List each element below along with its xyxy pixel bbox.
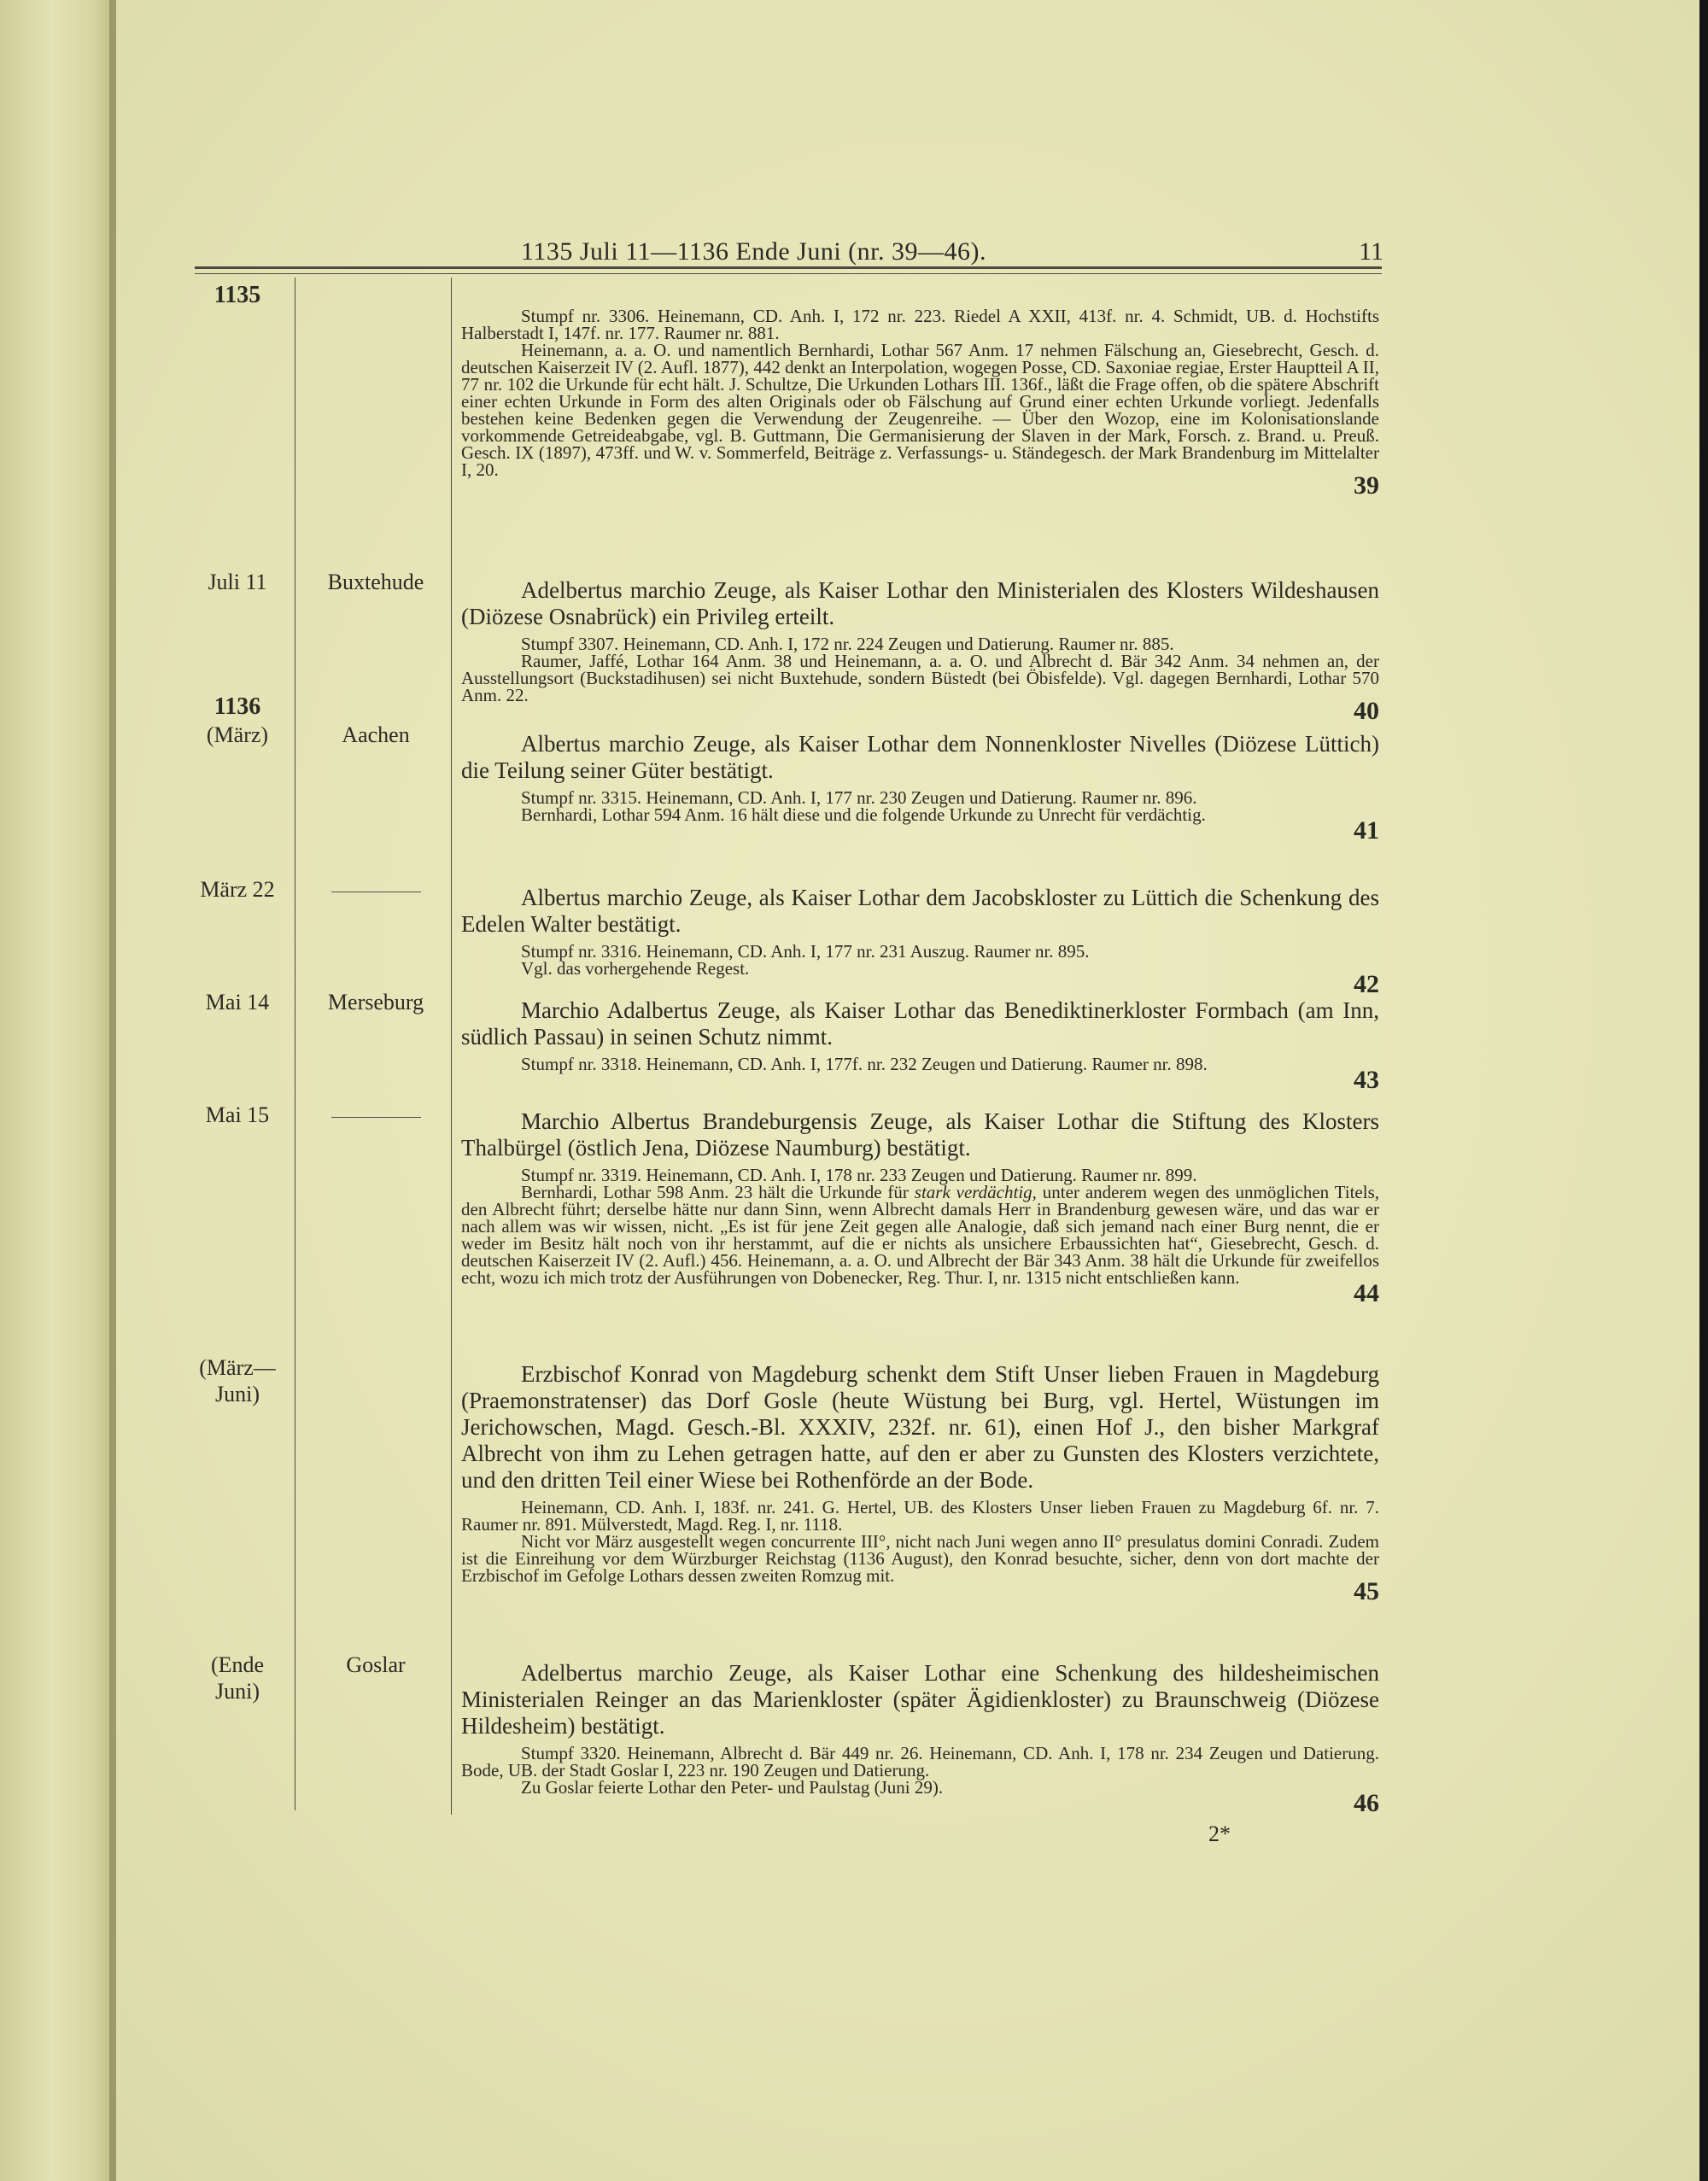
entry-42 (461, 885, 1379, 997)
date-44-a: (März— (199, 1355, 276, 1380)
entry-42-note-1: Stumpf nr. 3316. Heinemann, CD. Anh. I, 177 nr. 231 Auszug. Raumer nr. 895. (521, 941, 1090, 962)
entry-44-note-2-a: Bernhardi, Lothar 598 Anm. 23 hält die Urkunde für (521, 1182, 915, 1202)
entry-43-number: 43 (1354, 1066, 1379, 1094)
entry-41-regest: Albertus marchio Zeuge, als Kaiser Lothar dem Nonnenkloster Nivelles (Diözese Lüttich) die Teilung seiner Güter bestätigt. (461, 731, 1379, 783)
page-number: 11 (1359, 237, 1383, 266)
place-43-dash (299, 1102, 453, 1129)
entry-44-note-2-italic: stark verdächtig (914, 1182, 1032, 1202)
entry-43-regest: Marchio Adalbertus Zeuge, als Kaiser Lothar das Benediktinerkloster Formbach (am Inn, südlich Passau) in seinen Schutz nimmt. (461, 997, 1379, 1050)
date-41: März 22 (200, 877, 275, 902)
year-1136: 1136 (214, 693, 261, 720)
header-rule (195, 266, 1382, 269)
date-42: Mai 14 (205, 990, 270, 1014)
entry-45-note-1: Heinemann, CD. Anh. I, 183f. nr. 241. G. Hertel, UB. des Klosters Unser lieben Frauen zu Magdeburg 6f. nr. 7. Raumer nr. 891. Mülverstedt, Magd. Reg. I, nr. 1118. (461, 1497, 1379, 1535)
entry-46-note-1: Stumpf 3320. Heinemann, Albrecht d. Bär 449 nr. 26. Heinemann, CD. Anh. I, 178 nr. 234 Zeugen und Datierung. Bode, UB. der Stadt Goslar I, 223 nr. 190 Zeugen und Datierung. (461, 1743, 1379, 1780)
entry-44 (461, 1108, 1379, 1307)
entry-44-number: 44 (1354, 1279, 1379, 1307)
date-45-a: (Ende (210, 1652, 265, 1677)
entry-46-note-2: Zu Goslar feierte Lothar den Peter- und Paulstag (Juni 29). (521, 1777, 944, 1798)
entry-40-number: 40 (1354, 697, 1379, 725)
entry-41-note-2: Bernhardi, Lothar 594 Anm. 16 hält diese und die folgende Urkunde zu Unrecht für verdächtig. (521, 804, 1206, 825)
entry-39-note-1: Stumpf nr. 3306. Heinemann, CD. Anh. I, 172 nr. 223. Riedel A XXII, 413f. nr. 4. Schmidt, UB. d. Hochstifts Halberstadt I, 147f. nr. 177. Raumer nr. 881. (461, 306, 1379, 343)
running-head: 1135 Juli 11—1136 Ende Juni (nr. 39—46). (521, 237, 986, 266)
entry-45-number: 45 (1354, 1577, 1379, 1605)
entry-45 (461, 1361, 1379, 1605)
entry-42-number: 42 (1354, 970, 1379, 998)
entry-46-number: 46 (1354, 1789, 1379, 1817)
entry-46 (461, 1660, 1379, 1816)
entry-44-note-2-c: , unter anderem wegen des unmöglichen Titels, den Albrecht führt; derselbe hätte nur dann Sinn, wenn Albrecht damals Herr in Brandenburg gewesen wäre, und das war er nach allem was wir wissen, nicht. „Es ist für jene Zeit gegen alle Analogie, daß sich jemand nach einer Burg nennt, die er weder im Besitz hält noch von ihr herstammt, auf die er nichts als unsichere Erbaussichten hat“, Giesebrecht, Gesch. d. deutschen Kaiserzeit IV (2. Aufl.) 456. Heinemann, a. a. O. und Albrecht der Bär 343 Anm. 38 hält die Urkunde für zweifellos echt, wozu ich mich trotz der Ausführungen von Dobenecker, Reg. Thur. I, nr. 1315 nicht entschließen kann. (461, 1182, 1380, 1288)
entry-44-note-1: Stumpf nr. 3319. Heinemann, CD. Anh. I, 178 nr. 233 Zeugen und Datierung. Raumer nr. 899. (521, 1165, 1197, 1185)
place-41-dash (299, 876, 453, 903)
entry-41-note-1: Stumpf nr. 3315. Heinemann, CD. Anh. I, 177 nr. 230 Zeugen und Datierung. Raumer nr. 896. (521, 787, 1197, 808)
entry-42-regest: Albertus marchio Zeuge, als Kaiser Lothar dem Jacobskloster zu Lüttich die Schenkung des Edelen Walter bestätigt. (461, 885, 1379, 937)
binding-fold (0, 0, 115, 2181)
entry-43-note-1: Stumpf nr. 3318. Heinemann, CD. Anh. I, 177f. nr. 232 Zeugen und Datierung. Raumer nr. 898. (521, 1054, 1208, 1074)
date-45-b: Juni) (215, 1679, 260, 1704)
entry-45-regest: Erzbischof Konrad von Magdeburg schenkt dem Stift Unser lieben Frauen in Magdeburg (Praemonstratenser) das Dorf Gosle (heute Wüstung bei Burg, vgl. Hertel, Wüstungen im Jerichowschen, Magd. Gesch.-Bl. XXXIV, 232f. nr. 61), einen Hof J., den bisher Markgraf Albrecht von ihm zu Lehen getragen hatte, auf den er aber zu Gunsten des Klosters verzichtete, und den dritten Teil einer Wiese bei Rothenförde an der Bode. (461, 1361, 1379, 1493)
entry-40 (461, 577, 1379, 724)
place-42: Merseburg (327, 990, 424, 1014)
entry-41-number: 41 (1354, 816, 1379, 845)
entry-46-regest: Adelbertus marchio Zeuge, als Kaiser Lothar eine Schenkung des hildesheimischen Ministerialen Reinger an das Marienkloster (später Ägidienkloster) zu Braunschweig (Diözese Hildesheim) bestätigt. (461, 1660, 1379, 1739)
year-1135: 1135 (214, 282, 261, 308)
date-40: (März) (206, 722, 269, 747)
column-rule-place (451, 278, 452, 1815)
entry-39-note-2: Heinemann, a. a. O. und namentlich Bernhardi, Lothar 567 Anm. 17 nehmen Fälschung an, Giesebrecht, Gesch. d. deutschen Kaiserzeit IV (2. Aufl. 1877), 442 denkt an Interpolation, wogegen Posse, CD. Saxoniae regiae, Erster Hauptteil A II, 77 nr. 102 die Urkunde für echt hält. J. Schultze, Die Urkunden Lothars III. 136f., läßt die Frage offen, ob die spätere Abschrift einer echten Urkunde in Form des alten Originals oder ob Fälschung auf Grund einer echten Urkunde vorliegt. Jedenfalls bestehen keine Bedenken gegen die Verwendung der Zeugenreihe. — Über den Wozop, eine im Kolonisationslande vorkommende Getreideabgabe, vgl. B. Guttmann, Die Germanisierung der Slaven in der Mark, Forsch. z. Brand. u. Preuß. Gesch. IX (1897), 473ff. und W. v. Sommerfeld, Beiträge z. Verfassungs- u. Ständegesch. der Mark Brandenburg im Mittelalter I, 20. (461, 340, 1379, 480)
entry-41 (461, 731, 1379, 844)
entry-39-number: 39 (1354, 471, 1379, 500)
entry-42-note-2: Vgl. das vorhergehende Regest. (521, 958, 750, 979)
entry-40-note-2: Raumer, Jaffé, Lothar 164 Anm. 38 und Heinemann, a. a. O. und Albrecht d. Bär 342 Anm. 34 nehmen an, der Ausstellungsort (Buckstadihusen) sei nicht Buxtehude, sondern Büstedt (bei Öbisfelde). Vgl. dagegen Bernhardi, Lothar 570 Anm. 22. (461, 651, 1379, 705)
entry-44-note-2 (461, 1184, 1379, 1286)
signature-mark: 2* (1208, 1821, 1231, 1846)
place-45: Goslar (346, 1652, 406, 1677)
date-39: Juli 11 (208, 570, 267, 594)
place-39: Buxtehude (327, 570, 424, 594)
entry-40-regest: Adelbertus marchio Zeuge, als Kaiser Lothar den Ministerialen des Klosters Wildeshausen (Diözese Osnabrück) ein Privileg erteilt. (461, 577, 1379, 629)
header-rule-thin (195, 273, 1382, 274)
entry-43 (461, 997, 1379, 1093)
entry-44-regest: Marchio Albertus Brandeburgensis Zeuge, als Kaiser Lothar die Stiftung des Klosters Thalbürgel (östlich Jena, Diözese Naumburg) bestätigt. (461, 1108, 1379, 1161)
place-40: Aachen (342, 722, 410, 747)
entry-45-note-2: Nicht vor März ausgestellt wegen concurrente III°, nicht nach Juni wegen anno II° presulatus domini Conradi. Zudem ist die Einreihung vor dem Würzburger Reichstag (1136 August), den Konrad besuchte, sicher, denn von dort machte der Erzbischof im Gefolge Lothars dessen zweiten Romzug mit. (461, 1531, 1379, 1586)
entry-40-note-1: Stumpf 3307. Heinemann, CD. Anh. I, 172 nr. 224 Zeugen und Datierung. Raumer nr. 885. (521, 634, 1174, 654)
date-43: Mai 15 (205, 1102, 270, 1127)
entry-39 (461, 307, 1379, 499)
date-44-b: Juni) (215, 1382, 260, 1406)
fold-edge (109, 0, 116, 2181)
